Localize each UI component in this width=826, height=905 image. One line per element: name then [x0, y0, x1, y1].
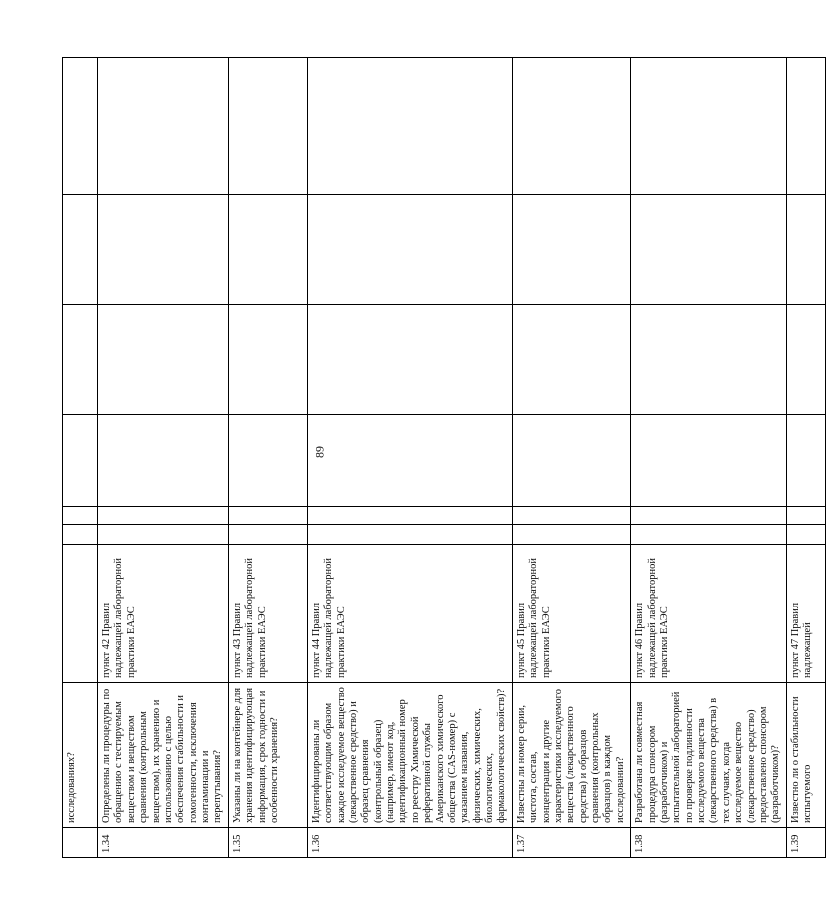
table-row [98, 58, 229, 858]
cell-empty [63, 415, 98, 507]
cell-empty [307, 305, 512, 415]
cell-reference [63, 545, 98, 683]
cell-empty [228, 507, 307, 525]
page-number: 89 [312, 446, 327, 458]
cell-question: исследованиях? [63, 683, 98, 828]
cell-reference: пункт 46 Правил надлежащей лабораторной практики ЕАЭС [631, 545, 787, 683]
cell-empty [786, 415, 825, 507]
cell-empty [786, 58, 825, 195]
cell-empty [786, 507, 825, 525]
cell-empty [63, 507, 98, 525]
cell-empty [98, 58, 229, 195]
cell-empty [631, 415, 787, 507]
cell-empty [98, 415, 229, 507]
cell-reference: пункт 42 Правил надлежащей лабораторной практики ЕАЭС [98, 545, 229, 683]
cell-empty [512, 525, 630, 545]
table-row [63, 58, 98, 858]
cell-number: 1.38 [631, 828, 787, 858]
cell-empty [307, 195, 512, 305]
cell-empty [63, 58, 98, 195]
checklist-table [62, 57, 826, 858]
cell-empty [512, 195, 630, 305]
table-row [631, 58, 787, 858]
cell-empty [63, 305, 98, 415]
cell-empty [307, 525, 512, 545]
cell-reference: пункт 43 Правил надлежащей лабораторной практики ЕАЭС [228, 545, 307, 683]
cell-empty [631, 58, 787, 195]
cell-question: Известны ли номер серии, чистота, состав, концентрация и другие характеристики исследуемого вещества (лекарственного средства) и образцов сравнения (контрольных образцов) в каждом исследовании? [512, 683, 630, 828]
cell-empty [786, 195, 825, 305]
cell-empty [307, 58, 512, 195]
cell-question: Разработана ли совместная процедура спонсором (разработчиком) и испытательной лабораторией по проверке подлинности исследуемого вещества (лекарственного средства) в тех случаях, когда исследуемое вещество (лекарственное средство) предоставлено спонсором (разработчиком)? [631, 683, 787, 828]
cell-empty [631, 525, 787, 545]
cell-reference: пункт 47 Правил надлежащей [786, 545, 825, 683]
table-row [228, 58, 307, 858]
cell-question: Определены ли процедуры по обращению с тестируемым веществом и веществом сравнения (контрольным веществом), их хранению и использованию с целью обеспечения стабильности и гомогенности, исключения контаминации и перепутывания? [98, 683, 229, 828]
cell-empty [228, 58, 307, 195]
cell-empty [512, 305, 630, 415]
cell-empty [98, 525, 229, 545]
cell-number: 1.34 [98, 828, 229, 858]
rotated-page-content [62, 58, 813, 858]
table-row [512, 58, 630, 858]
table-row [786, 58, 825, 858]
cell-number: 1.37 [512, 828, 630, 858]
cell-empty [63, 195, 98, 305]
cell-empty [307, 415, 512, 507]
cell-empty [228, 525, 307, 545]
cell-empty [631, 507, 787, 525]
table-row [307, 58, 512, 858]
cell-empty [512, 58, 630, 195]
cell-empty [512, 507, 630, 525]
cell-reference: пункт 44 Правил надлежащей лабораторной практики ЕАЭС [307, 545, 512, 683]
cell-number: 1.36 [307, 828, 512, 858]
cell-number: 1.35 [228, 828, 307, 858]
cell-empty [786, 525, 825, 545]
cell-empty [228, 415, 307, 507]
cell-empty [228, 195, 307, 305]
cell-question: Идентифицированы ли соответствующим образом каждое исследуемое вещество (лекарственное средство) и образец сравнения (контрольный образец) (например, имеют код, идентификационный номер по реестру Химической реферативной службы Американского химического общества (CAS-номер) с указанием названия, физических, химических, биологических, фармакологических свойств)? [307, 683, 512, 828]
cell-empty [98, 507, 229, 525]
cell-question: Известно ли о стабильности испытуемого [786, 683, 825, 828]
cell-question: Указаны ли на контейнере для хранения идентифицирующая информация, срок годности и особенности хранения? [228, 683, 307, 828]
cell-empty [228, 305, 307, 415]
cell-empty [307, 507, 512, 525]
cell-reference: пункт 45 Правил надлежащей лабораторной практики ЕАЭС [512, 545, 630, 683]
cell-empty [631, 195, 787, 305]
cell-empty [512, 415, 630, 507]
cell-empty [98, 195, 229, 305]
cell-empty [98, 305, 229, 415]
cell-number: 1.39 [786, 828, 825, 858]
cell-empty [786, 305, 825, 415]
cell-number [63, 828, 98, 858]
cell-empty [631, 305, 787, 415]
cell-empty [63, 525, 98, 545]
